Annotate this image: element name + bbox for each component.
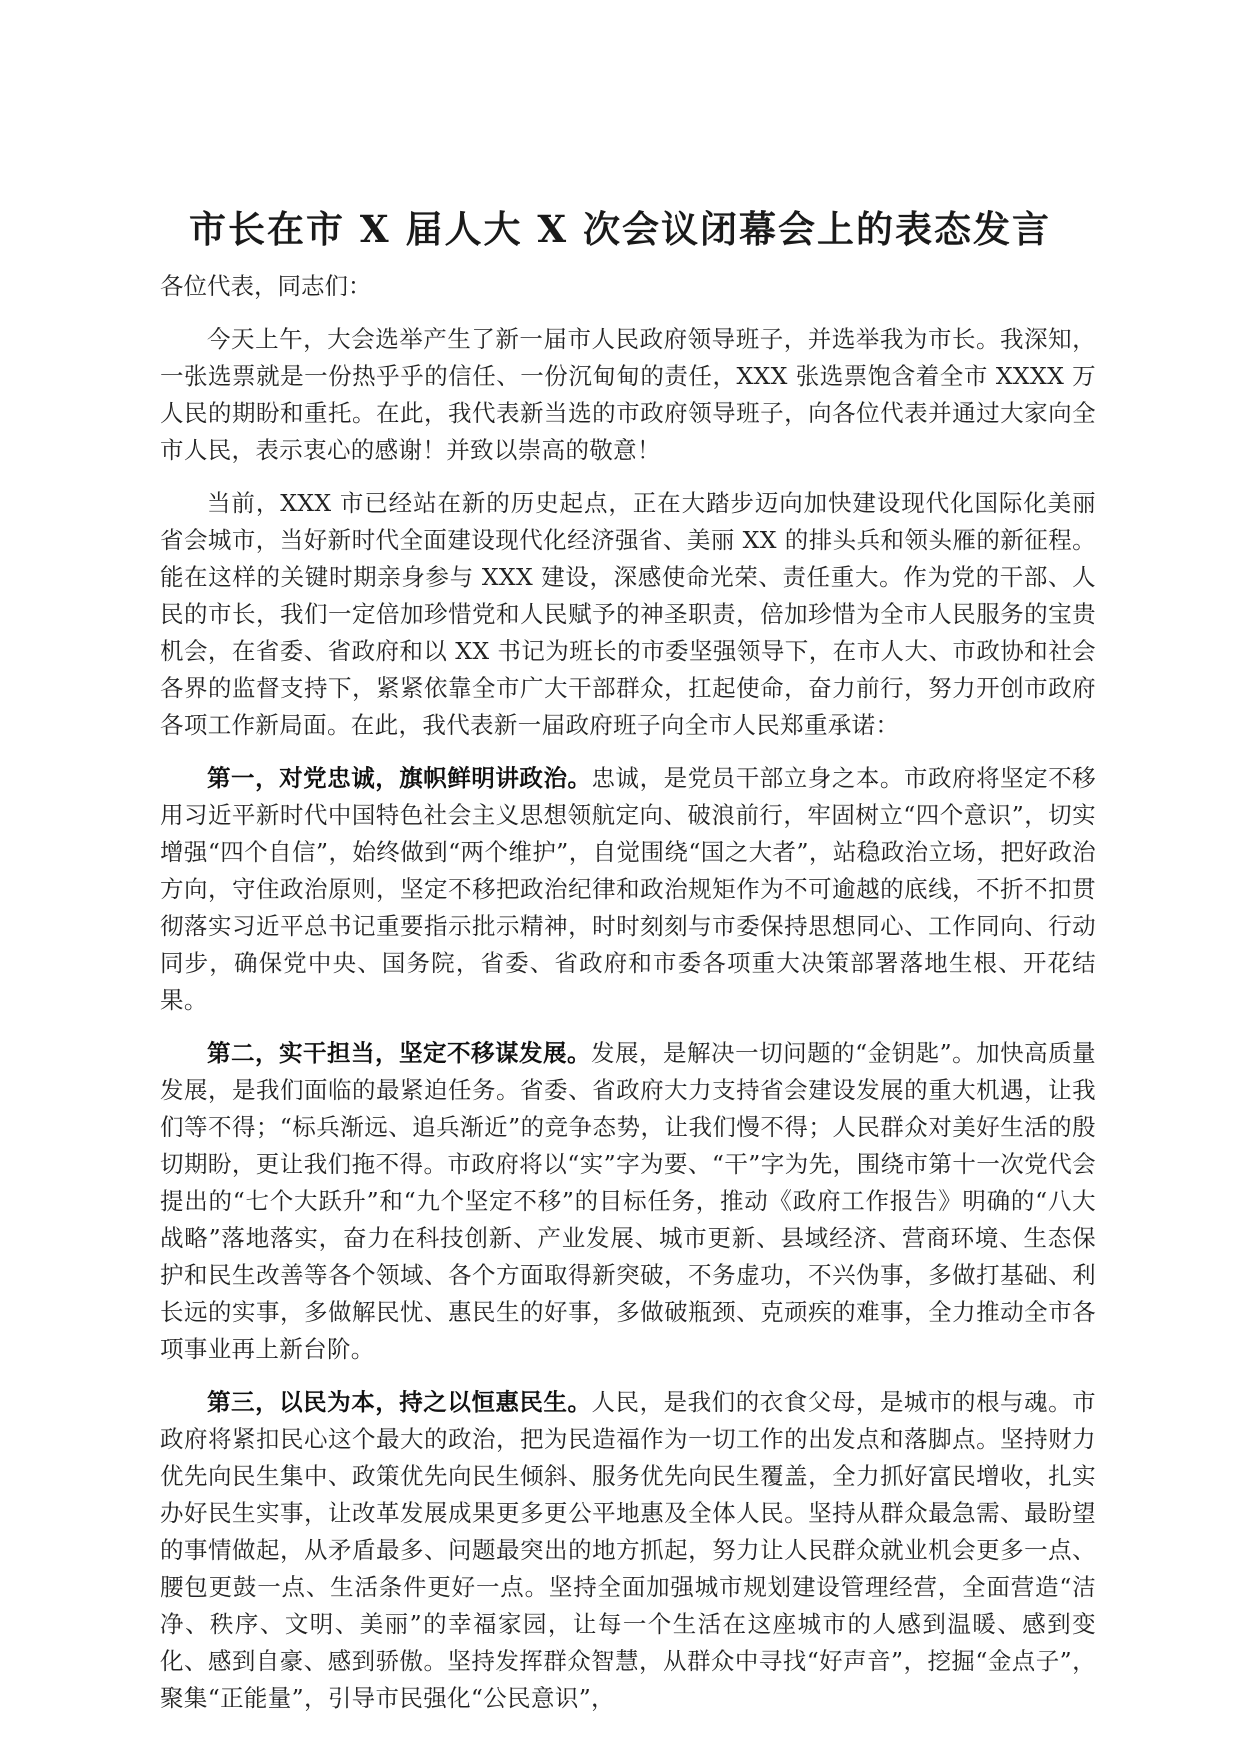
- paragraph-pledge-3: [160, 1384, 1096, 1717]
- paragraph-lead: 第二，实干担当，坚定不移谋发展。: [207, 1039, 592, 1067]
- paragraph-pledge-2: [160, 1035, 1096, 1368]
- paragraph-text: 忠诚，是党员干部立身之本。市政府将坚定不移用习近平新时代中国特色社会主义思想领航定向、破浪前行，牢固树立“四个意识”，切实增强“四个自信”，始终做到“两个维护”，自觉围绕“国之大者”，站稳政治立场，把好政治方向，守住政治原则，坚定不移把政治纪律和政治规矩作为不可逾越的底线，不折不扣贯彻落实习近平总书记重要指示批示精神，时时刻刻与市委保持思想同心、工作同向、行动同步，确保党中央、国务院，省委、省政府和市委各项重大决策部署落地生根、开花结果。: [160, 764, 1096, 1014]
- paragraph-lead: 第三，以民为本，持之以恒惠民生。: [207, 1388, 592, 1416]
- paragraph-intro: [160, 321, 1096, 469]
- paragraph-text: 发展，是解决一切问题的“金钥匙”。加快高质量发展，是我们面临的最紧迫任务。省委、省政府大力支持省会建设发展的重大机遇，让我们等不得；“标兵渐远、追兵渐近”的竞争态势，让我们慢不得；人民群众对美好生活的殷切期盼，更让我们拖不得。市政府将以“实”字为要、“干”字为先，围绕市第十一次党代会提出的“七个大跃升”和“九个坚定不移”的目标任务，推动《政府工作报告》明确的“八大战略”落地落实，奋力在科技创新、产业发展、城市更新、县域经济、营商环境、生态保护和民生改善等各个领域、各个方面取得新突破，不务虚功，不兴伪事，多做打基础、利长远的实事，多做解民忧、惠民生的好事，多做破瓶颈、克顽疾的难事，全力推动全市各项事业再上新台阶。: [160, 1039, 1096, 1363]
- paragraph-context: [160, 485, 1096, 744]
- paragraph-text: 人民，是我们的衣食父母，是城市的根与魂。市政府将紧扣民心这个最大的政治，把为民造福作为一切工作的出发点和落脚点。坚持财力优先向民生集中、政策优先向民生倾斜、服务优先向民生覆盖，全力抓好富民增收，扎实办好民生实事，让改革发展成果更多更公平地惠及全体人民。坚持从群众最急需、最盼望的事情做起，从矛盾最多、问题最突出的地方抓起，努力让人民群众就业机会更多一点、腰包更鼓一点、生活条件更好一点。坚持全面加强城市规划建设管理经营，全面营造“洁净、秩序、文明、美丽”的幸福家园，让每一个生活在这座城市的人感到温暖、感到变化、感到自豪、感到骄傲。坚持发挥群众智慧，从群众中寻找“好声音”，挖掘“金点子”，聚集“正能量”，引导市民强化“公民意识”，: [160, 1388, 1096, 1712]
- salutation: 各位代表，同志们：: [160, 272, 372, 300]
- paragraph-text: 当前，XXX 市已经站在新的历史起点，正在大踏步迈向加快建设现代化国际化美丽省会城市，当好新时代全面建设现代化经济强省、美丽 XX 的排头兵和领头雁的新征程。能在这样的关键时期亲身参与 XXX 建设，深感使命光荣、责任重大。作为党的干部、人民的市长，我们一定倍加珍惜党和人民赋予的神圣职责，倍加珍惜为全市人民服务的宝贵机会，在省委、省政府和以 XX 书记为班长的市委坚强领导下，在市人大、市政协和社会各界的监督支持下，紧紧依靠全市广大干部群众，扛起使命，奋力前行，努力开创市政府各项工作新局面。在此，我代表新一届政府班子向全市人民郑重承诺：: [160, 489, 1096, 739]
- paragraph-pledge-1: [160, 760, 1096, 1019]
- document-title: 市长在市 X 届人大 X 次会议闭幕会上的表态发言: [189, 207, 1051, 251]
- document-body: [160, 268, 1096, 1733]
- paragraph-text: 今天上午，大会选举产生了新一届市人民政府领导班子，并选举我为市长。我深知，一张选票就是一份热乎乎的信任、一份沉甸甸的责任，XXX 张选票饱含着全市 XXXX 万人民的期盼和重托。在此，我代表新当选的市政府领导班子，向各位代表并通过大家向全市人民，表示衷心的感谢！并致以崇高的敬意！: [160, 325, 1096, 464]
- paragraph-lead: 第一，对党忠诚，旗帜鲜明讲政治。: [207, 764, 592, 792]
